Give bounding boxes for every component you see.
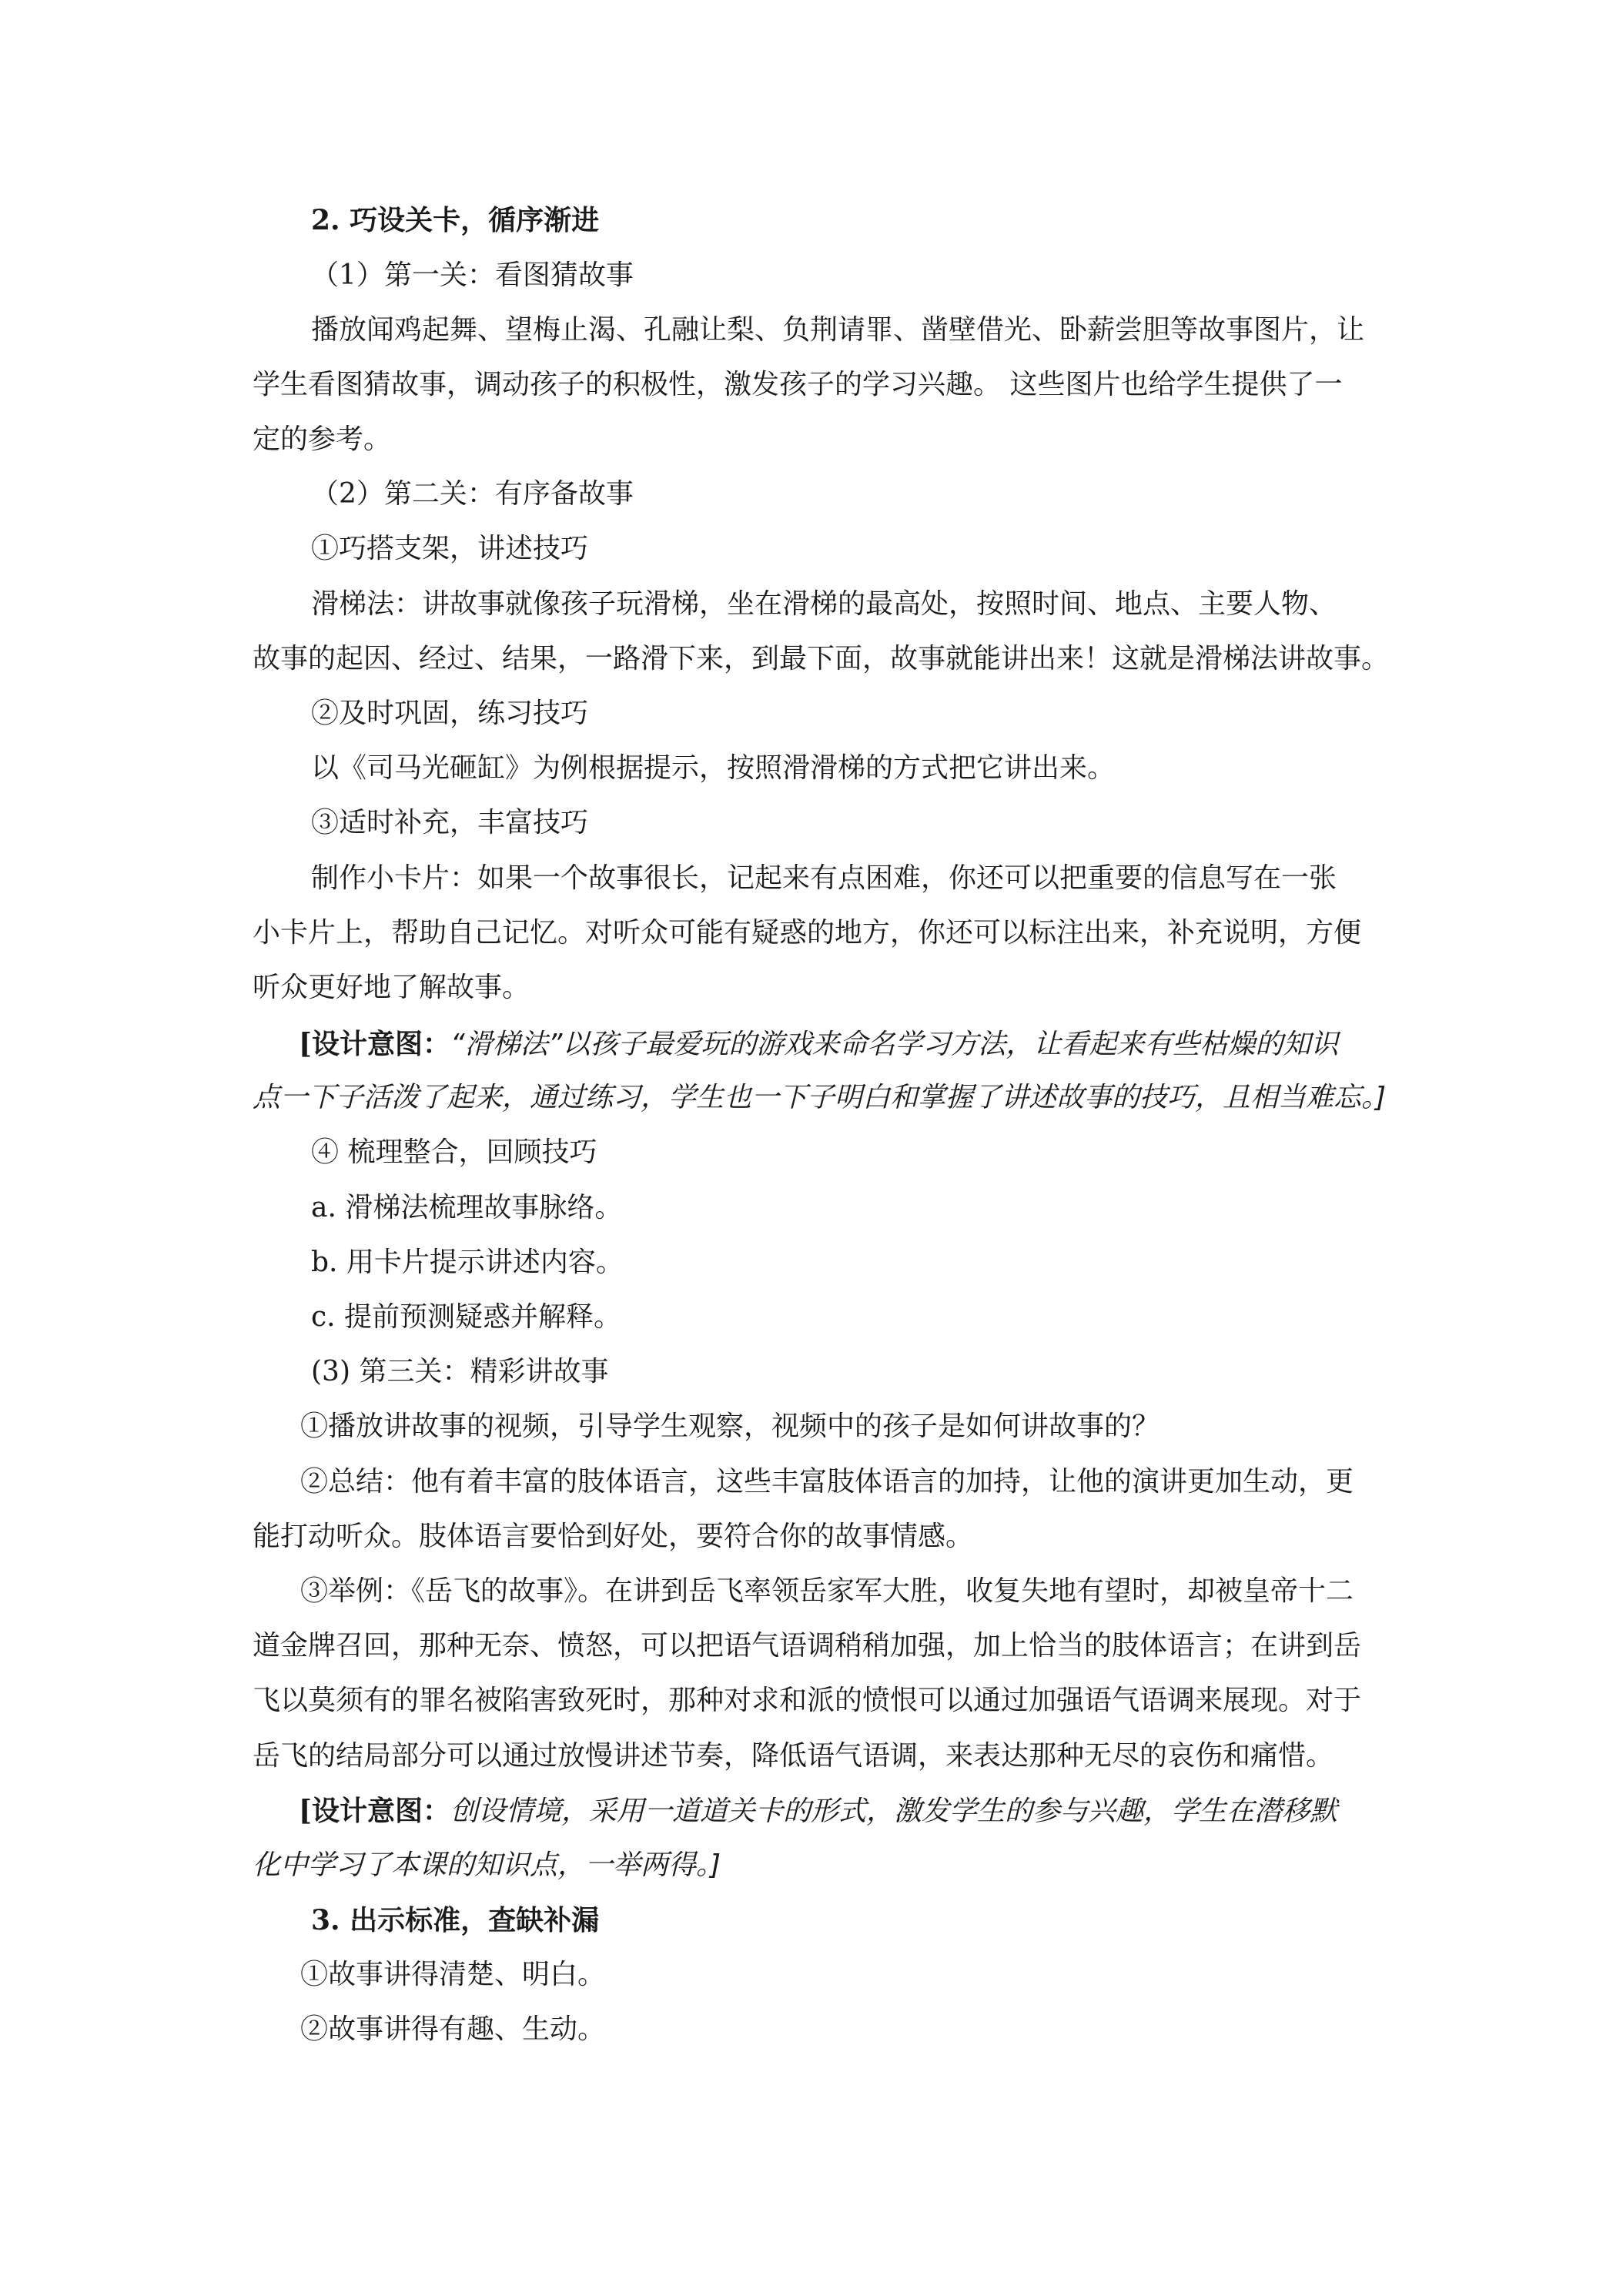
level-1-paragraph-line: 学生看图猜故事，调动孩子的积极性，激发孩子的学习兴趣。 这些图片也给学生提供了一 [253, 369, 1343, 400]
section-3-heading: 3. 出示标准，查缺补漏 [311, 1904, 600, 1936]
section-3-item-1: ①故事讲得清楚、明白。 [300, 1959, 606, 1990]
level-2-title: （2）第二关：有序备故事 [311, 478, 634, 510]
step-4-title: ④ 梳理整合，回顾技巧 [311, 1136, 597, 1168]
level-3-item-2-line: ②总结：他有着丰富的肢体语言，这些丰富肢体语言的加持，让他的演讲更加生动，更 [300, 1466, 1354, 1498]
step-3-paragraph-line: 小卡片上，帮助自己记忆。对听众可能有疑惑的地方，你还可以标注出来，补充说明，方便 [253, 917, 1362, 949]
section-2-heading: 2. 巧设关卡，循序渐进 [311, 204, 600, 236]
step-4-item-c: c. 提前预测疑惑并解释。 [311, 1301, 622, 1333]
step-4-item-a: a. 滑梯法梳理故事脉络。 [311, 1192, 623, 1223]
step-2-paragraph: 以《司马光砸缸》为例根据提示，按照滑滑梯的方式把它讲出来。 [311, 752, 1116, 784]
step-2-title: ②及时巩固，练习技巧 [311, 698, 589, 729]
design-intent-2-line: 化中学习了本课的知识点，一举两得。] [253, 1849, 721, 1881]
level-3-item-3-line: 飞以莫须有的罪名被陷害致死时，那种对求和派的愤恨可以通过加强语气语调来展现。对于 [253, 1685, 1362, 1716]
design-intent-2 [299, 1794, 1337, 1829]
step-1-paragraph-line: 滑梯法：讲故事就像孩子玩滑梯，坐在滑梯的最高处，按照时间、地点、主要人物、 [311, 588, 1337, 620]
level-1-paragraph-line: 定的参考。 [253, 423, 392, 455]
design-intent-label: [设计意图： [299, 1795, 451, 1827]
step-3-paragraph-line: 听众更好地了解故事。 [253, 972, 530, 1003]
level-3-item-3-line: ③举例：《岳飞的故事》。在讲到岳飞率领岳家军大胜，收复失地有望时，却被皇帝十二 [300, 1575, 1354, 1607]
step-3-title: ③适时补充，丰富技巧 [311, 807, 589, 838]
level-3-title: (3) 第三关：精彩讲故事 [311, 1356, 609, 1387]
design-intent-text: 创设情境，采用一道道关卡的形式，激发学生的参与兴趣，学生在潜移默 [450, 1796, 1338, 1827]
step-1-paragraph-line: 故事的起因、经过、结果，一路滑下来，到最下面，故事就能讲出来！这就是滑梯法讲故事。 [253, 643, 1390, 674]
step-3-paragraph-line: 制作小卡片：如果一个故事很长，记起来有点困难，你还可以把重要的信息写在一张 [311, 862, 1337, 894]
step-4-item-b: b. 用卡片提示讲述内容。 [311, 1247, 624, 1278]
section-3-item-2: ②故事讲得有趣、生动。 [300, 2013, 606, 2045]
level-1-paragraph-line: 播放闻鸡起舞、望梅止渴、孔融让梨、负荆请罪、凿壁借光、卧薪尝胆等故事图片，让 [311, 314, 1365, 346]
design-intent-1-line: 点一下子活泼了起来，通过练习，学生也一下子明白和掌握了讲述故事的技巧，且相当难忘。] [253, 1082, 1387, 1113]
level-3-item-3-line: 岳飞的结局部分可以通过放慢讲述节奏，降低语气语调，来表达那种无尽的哀伤和痛惜。 [253, 1740, 1334, 1772]
design-intent-1 [299, 1027, 1338, 1062]
level-3-item-3-line: 道金牌召回，那种无奈、愤怒，可以把语气语调稍稍加强，加上恰当的肢体语言；在讲到岳 [253, 1630, 1362, 1662]
step-1-title: ①巧搭支架，讲述技巧 [311, 533, 589, 564]
design-intent-label: [设计意图： [299, 1028, 451, 1060]
level-3-item-2-line: 能打动听众。肢体语言要恰到好处，要符合你的故事情感。 [253, 1521, 974, 1552]
design-intent-text: “滑梯法”以孩子最爱玩的游戏来命名学习方法，让看起来有些枯燥的知识 [450, 1029, 1339, 1060]
level-3-item-1: ①播放讲故事的视频，引导学生观察，视频中的孩子是如何讲故事的？ [300, 1411, 1160, 1442]
level-1-title: （1）第一关：看图猜故事 [311, 259, 634, 291]
